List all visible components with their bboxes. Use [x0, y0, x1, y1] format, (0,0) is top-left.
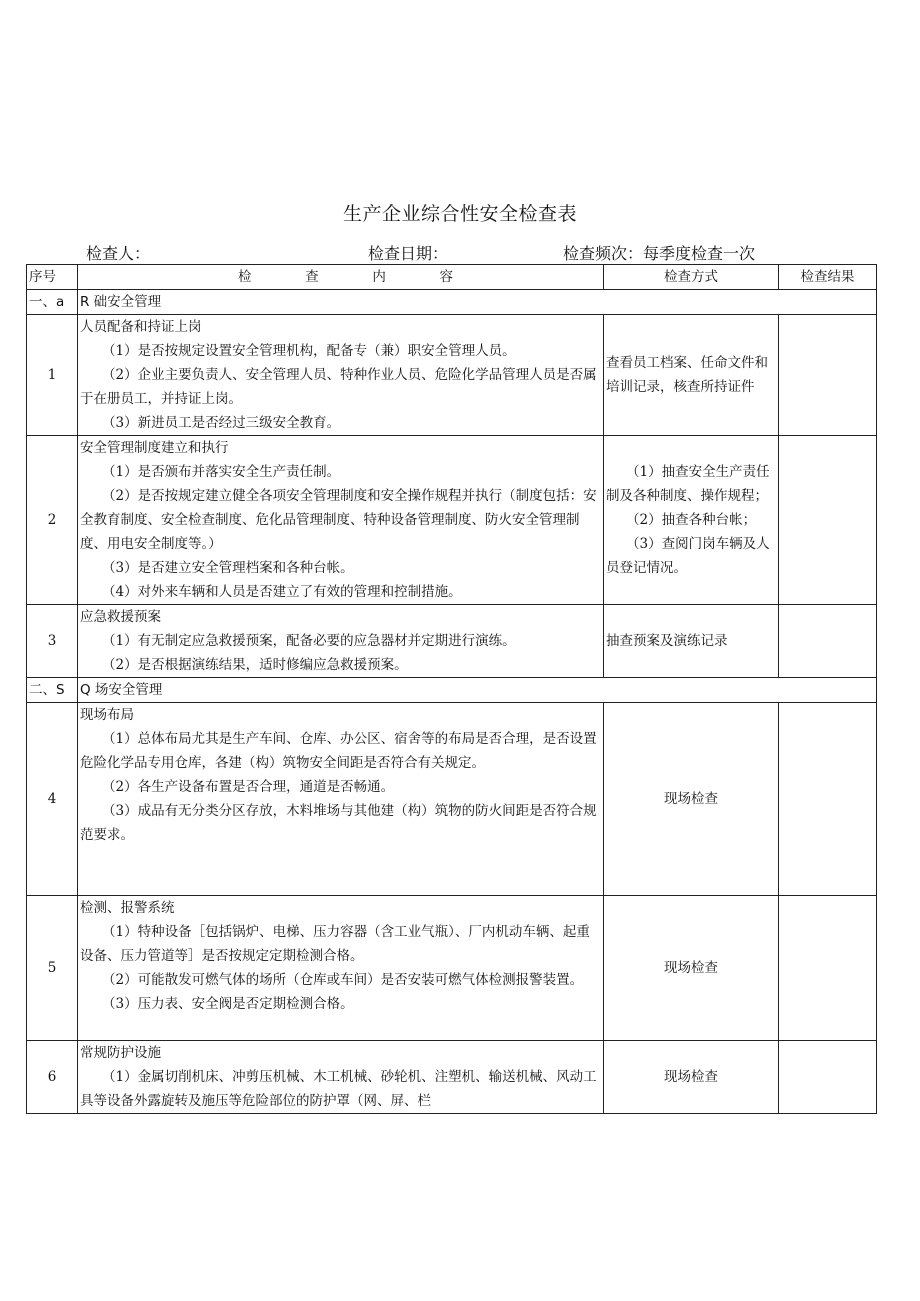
item-method — [604, 436, 779, 605]
header-seq: 序号 — [27, 265, 78, 290]
item-line: （2）是否根据演练结果，适时修编应急救援预案。 — [102, 657, 408, 673]
checklist-table — [26, 264, 877, 1114]
table-row — [27, 605, 877, 678]
item-method — [604, 896, 779, 1041]
header-method: 检查方式 — [604, 265, 779, 290]
method-line: 现场检查 — [664, 960, 718, 976]
header-content-char: 查 — [305, 269, 319, 285]
item-number: 2 — [27, 436, 78, 605]
header-content-char: 内 — [372, 269, 386, 285]
item-line: （2）可能散发可燃气体的场所（仓库或车间）是否安装可燃气体检测报警装置。 — [102, 972, 584, 988]
item-heading: 常规防护设施 — [80, 1045, 161, 1061]
item-result-cell[interactable] — [779, 315, 877, 436]
item-result-cell[interactable] — [779, 896, 877, 1041]
item-line: （2）各生产设备布置是否合理，通道是否畅通。 — [102, 779, 395, 795]
method-line: （2）抽查各种台帐； — [626, 512, 757, 528]
item-line: （1）是否按规定设置安全管理机构，配备专（兼）职安全管理人员。 — [102, 343, 516, 359]
item-heading: 现场布局 — [80, 707, 134, 723]
item-heading: 安全管理制度建立和执行 — [80, 440, 229, 456]
header-content-char: 容 — [439, 269, 453, 285]
method-line: 抽查预案及演练记录 — [606, 633, 728, 649]
item-method — [604, 605, 779, 678]
item-line: （3）是否建立安全管理档案和各种台帐。 — [102, 560, 354, 576]
header-result: 检查结果 — [779, 265, 877, 290]
table-row — [27, 1041, 877, 1114]
item-number: 4 — [27, 703, 78, 896]
item-line: （1）是否颁布并落实安全生产责任制。 — [102, 464, 341, 480]
item-content — [78, 703, 604, 896]
item-content — [78, 605, 604, 678]
item-number: 6 — [27, 1041, 78, 1114]
item-line: （3）成品有无分类分区存放，木料堆场与其他建（构）筑物的防火间距是否符合规范要求。 — [80, 803, 597, 843]
item-line: （1）总体布局尤其是生产车间、仓库、办公区、宿舍等的布局是否合理，是否设置危险化学品专用仓库，各建（构）筑物安全间距是否符合有关规定。 — [80, 731, 597, 771]
inspection-frequency: 检查频次：每季度检查一次 — [563, 244, 756, 263]
item-content — [78, 315, 604, 436]
document-title: 生产企业综合性安全检查表 — [342, 203, 577, 225]
header-content — [78, 265, 604, 290]
table-row — [27, 703, 877, 896]
method-line: 现场检查 — [664, 791, 718, 807]
item-method — [604, 315, 779, 436]
method-line: 查看员工档案、任命文件和培训记录，核查所持证件 — [606, 355, 768, 395]
section-seq-label: 一、a — [27, 290, 78, 315]
item-line: （2）是否按规定建立健全各项安全管理制度和安全操作规程并执行（制度包括：安全教育制度、安全检查制度、危化品管理制度、特种设备管理制度、防火安全管理制度、用电安全制度等。） — [80, 488, 597, 552]
item-content — [78, 436, 604, 605]
item-line: （1）有无制定应急救援预案，配备必要的应急器材并定期进行演练。 — [102, 633, 516, 649]
table-header-row — [27, 265, 877, 290]
item-number: 1 — [27, 315, 78, 436]
inspection-date-label: 检查日期： — [368, 244, 449, 263]
item-result-cell[interactable] — [779, 1041, 877, 1114]
item-heading: 应急救援预案 — [80, 609, 161, 625]
item-heading: 检测、报警系统 — [80, 900, 175, 916]
method-line: （3）查阅门岗车辆及人员登记情况。 — [606, 536, 770, 576]
item-content — [78, 1041, 604, 1114]
item-method — [604, 1041, 779, 1114]
section-title: Q 场安全管理 — [78, 678, 877, 703]
table-row — [27, 896, 877, 1041]
item-number: 3 — [27, 605, 78, 678]
section-row — [27, 290, 877, 315]
section-title: R 础安全管理 — [78, 290, 877, 315]
item-heading: 人员配备和持证上岗 — [80, 319, 202, 335]
item-line: （4）对外来车辆和人员是否建立了有效的管理和控制措施。 — [102, 584, 462, 600]
item-method — [604, 703, 779, 896]
item-result-cell[interactable] — [779, 703, 877, 896]
inspector-label: 检查人： — [86, 244, 151, 263]
table-row — [27, 315, 877, 436]
item-number: 5 — [27, 896, 78, 1041]
item-line: （3）新进员工是否经过三级安全教育。 — [102, 415, 341, 431]
item-line: （1）特种设备［包括锅炉、电梯、压力容器（含工业气瓶）、厂内机动车辆、起重设备、压力管道等］是否按规定定期检测合格。 — [80, 924, 590, 964]
item-content — [78, 896, 604, 1041]
section-row — [27, 678, 877, 703]
header-content-char: 检 — [238, 269, 252, 285]
table-row — [27, 436, 877, 605]
item-result-cell[interactable] — [779, 436, 877, 605]
item-result-cell[interactable] — [779, 605, 877, 678]
item-line: （2）企业主要负责人、安全管理人员、特种作业人员、危险化学品管理人员是否属于在册员工，并持证上岗。 — [80, 367, 597, 407]
method-line: 现场检查 — [664, 1069, 718, 1085]
method-line: （1）抽查安全生产责任制及各种制度、操作规程； — [606, 464, 770, 504]
section-seq-label: 二、S — [27, 678, 78, 703]
item-line: （1）金属切削机床、冲剪压机械、木工机械、砂轮机、注塑机、输送机械、风动工具等设备外露旋转及施压等危险部位的防护罩（网、屏、栏 — [80, 1069, 597, 1109]
item-line: （3）压力表、安全阀是否定期检测合格。 — [102, 996, 354, 1012]
